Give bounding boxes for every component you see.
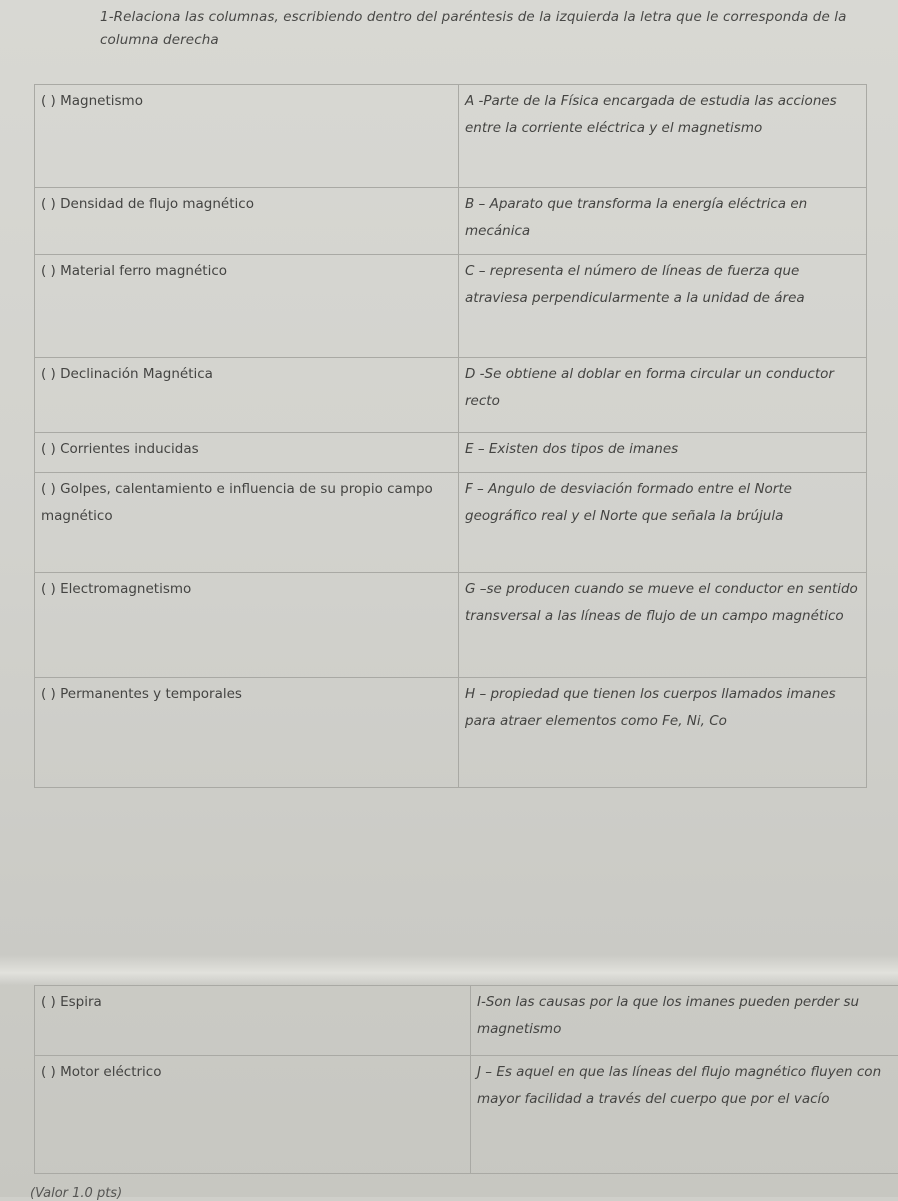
- matching-table-top: [34, 84, 867, 788]
- term-cell[interactable]: ( ) Golpes, calentamiento e influencia de su propio campo magnético: [35, 473, 459, 573]
- definition-cell: G –se producen cuando se mueve el conductor en sentido transversal a las líneas de flujo de un campo magnético: [459, 573, 867, 678]
- definition-cell: J – Es aquel en que las líneas del flujo magnético fluyen con mayor facilidad a través del cuerpo que por el vacío: [471, 1056, 898, 1174]
- table-row: [35, 188, 867, 255]
- table-row: [35, 986, 898, 1056]
- definition-cell: C – representa el número de líneas de fuerza que atraviesa perpendicularmente a la unidad de área: [459, 255, 867, 358]
- term-cell[interactable]: ( ) Corrientes inducidas: [35, 433, 459, 473]
- page-fold: [0, 955, 898, 985]
- table-row: [35, 1056, 898, 1174]
- definition-cell: F – Angulo de desviación formado entre el Norte geográfico real y el Norte que señala la brújula: [459, 473, 867, 573]
- term-cell[interactable]: ( ) Declinación Magnética: [35, 358, 459, 433]
- table-row: [35, 358, 867, 433]
- table-row: [35, 473, 867, 573]
- instructions-text: 1-Relaciona las columnas, escribiendo dentro del paréntesis de la izquierda la letra que le corresponda de la columna derecha: [100, 6, 860, 52]
- term-cell[interactable]: ( ) Densidad de flujo magnético: [35, 188, 459, 255]
- table-row: [35, 433, 867, 473]
- definition-cell: H – propiedad que tienen los cuerpos llamados imanes para atraer elementos como Fe, Ni, Co: [459, 678, 867, 788]
- matching-table-bottom: [34, 985, 898, 1174]
- definition-cell: B – Aparato que transforma la energía eléctrica en mecánica: [459, 188, 867, 255]
- table-row: [35, 255, 867, 358]
- footer-partial-text: (Valor 1.0 pts): [30, 1186, 122, 1201]
- definition-cell: E – Existen dos tipos de imanes: [459, 433, 867, 473]
- table-row: [35, 678, 867, 788]
- definition-cell: D -Se obtiene al doblar en forma circular un conductor recto: [459, 358, 867, 433]
- term-cell[interactable]: ( ) Permanentes y temporales: [35, 678, 459, 788]
- term-cell[interactable]: ( ) Electromagnetismo: [35, 573, 459, 678]
- definition-cell: I-Son las causas por la que los imanes pueden perder su magnetismo: [471, 986, 898, 1056]
- term-cell[interactable]: ( ) Material ferro magnético: [35, 255, 459, 358]
- term-cell[interactable]: ( ) Magnetismo: [35, 85, 459, 188]
- definition-cell: A -Parte de la Física encargada de estudia las acciones entre la corriente eléctrica y el magnetismo: [459, 85, 867, 188]
- term-cell[interactable]: ( ) Espira: [35, 986, 471, 1056]
- table-row: [35, 85, 867, 188]
- term-cell[interactable]: ( ) Motor eléctrico: [35, 1056, 471, 1174]
- table-row: [35, 573, 867, 678]
